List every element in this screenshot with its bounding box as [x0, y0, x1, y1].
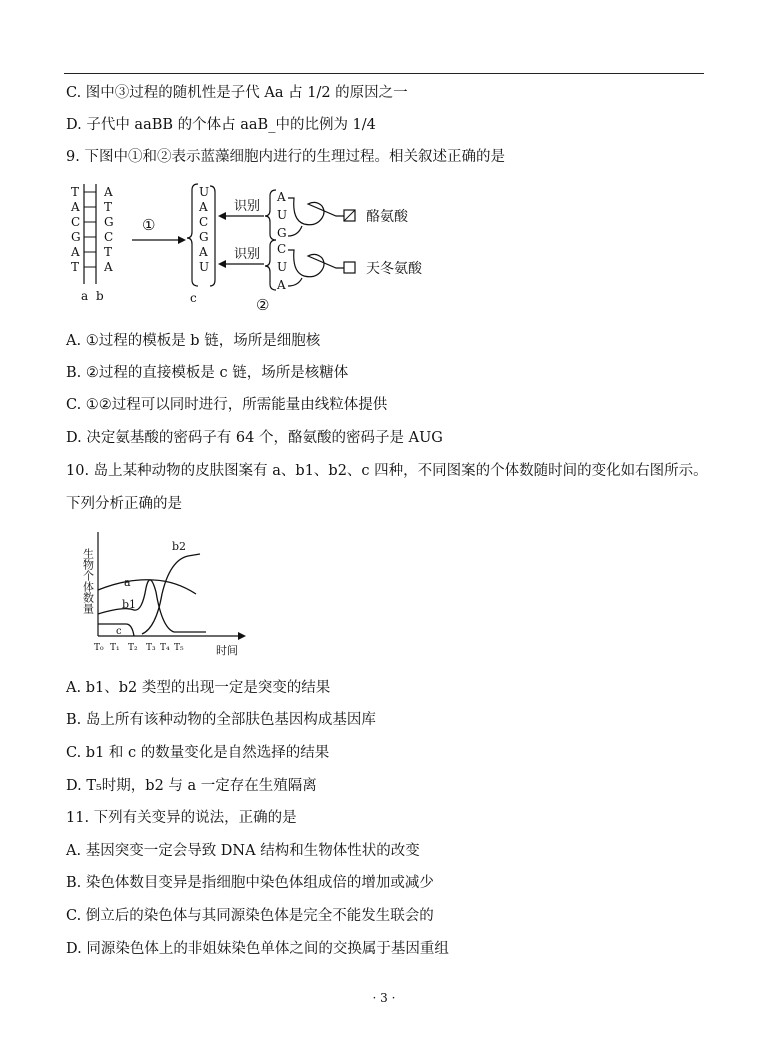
strand-a-base: G: [71, 230, 81, 244]
option-8d: D. 子代中 aaBB 的个体占 aaB_中的比例为 1/4: [66, 117, 376, 133]
strand-a-base: T: [71, 185, 80, 199]
header-rule: [64, 73, 704, 74]
strand-c-base: U: [199, 185, 210, 199]
trna1-anticodon-base: A: [277, 190, 286, 204]
x-tick: T₁: [110, 643, 120, 653]
strand-b-base: T: [104, 200, 113, 214]
option-11b: B. 染色体数目变异是指细胞中染色体组成倍的增加或减少: [66, 875, 434, 891]
strand-b-label: b: [96, 289, 104, 303]
strand-a-label: a: [81, 289, 89, 303]
option-10b: B. 岛上所有该种动物的全部肤色基因构成基因库: [66, 712, 376, 728]
strand-a-base: T: [71, 260, 80, 274]
strand-b-base: A: [104, 185, 113, 199]
label-a: a: [124, 576, 131, 589]
curve-a: [98, 580, 196, 594]
amino-acid-2: 天冬氨酸: [366, 261, 422, 277]
x-tick: T₃: [146, 643, 156, 653]
option-9a: A. ①过程的模板是 b 链，场所是细胞核: [66, 333, 321, 349]
question-9: 9. 下图中①和②表示蓝藻细胞内进行的生理过程。相关叙述正确的是: [66, 149, 505, 165]
strand-c-base: C: [199, 215, 209, 229]
strand-b-base: T: [104, 245, 113, 259]
x-axis-label: 时间: [216, 644, 238, 657]
strand-c-label: c: [190, 291, 197, 305]
figure-transcription-translation: [66, 180, 466, 320]
strand-c-base: U: [199, 260, 210, 274]
trna2-anticodon-base: U: [277, 260, 288, 274]
label-b2: b2: [172, 540, 187, 553]
process-2-label: ②: [256, 296, 270, 314]
question-10-line1: 10. 岛上某种动物的皮肤图案有 a、b1、b2、c 四种，不同图案的个体数随时间的变化如右图所示。: [66, 463, 708, 479]
recognize-label-1: 识别: [234, 199, 261, 214]
label-c: c: [116, 626, 122, 637]
trna2-anticodon-base: C: [277, 242, 287, 256]
strand-b-base: A: [104, 260, 113, 274]
option-9c: C. ①②过程可以同时进行，所需能量由线粒体提供: [66, 397, 388, 413]
label-b1: b1: [122, 598, 137, 611]
option-11c: C. 倒立后的染色体与其同源染色体是完全不能发生联会的: [66, 908, 434, 924]
option-10c: C. b1 和 c 的数量变化是自然选择的结果: [66, 745, 330, 761]
amino-acid-1: 酪氨酸: [366, 209, 408, 225]
recognize-label-2: 识别: [234, 247, 261, 262]
strand-c-base: G: [199, 230, 209, 244]
figure-population-curves: [66, 528, 266, 664]
trna2-anticodon-base: A: [277, 278, 286, 292]
strand-c-base: A: [199, 245, 208, 259]
option-9b: B. ②过程的直接模板是 c 链，场所是核糖体: [66, 365, 349, 381]
x-tick: T₂: [128, 643, 138, 653]
x-tick: T₀: [94, 643, 104, 653]
option-11d: D. 同源染色体上的非姐妹染色单体之间的交换属于基因重组: [66, 941, 449, 957]
strand-b-base: G: [104, 215, 114, 229]
curve-b2: [142, 554, 200, 634]
process-1-label: ①: [142, 216, 156, 234]
option-9d: D. 决定氨基酸的密码子有 64 个，酪氨酸的密码子是 AUG: [66, 430, 443, 446]
strand-a-base: C: [71, 215, 81, 229]
option-10d: D. T₅时期，b2 与 a 一定存在生殖隔离: [66, 778, 317, 794]
strand-a-base: A: [71, 245, 80, 259]
strand-b-base: C: [104, 230, 114, 244]
x-tick: T₅: [174, 643, 184, 653]
question-11: 11. 下列有关变异的说法，正确的是: [66, 810, 297, 826]
page-number: · 3 ·: [372, 991, 396, 1005]
option-8c: C. 图中③过程的随机性是子代 Aa 占 1/2 的原因之一: [66, 85, 408, 101]
x-tick: T₄: [160, 643, 170, 653]
strand-a-base: A: [71, 200, 80, 214]
option-11a: A. 基因突变一定会导致 DNA 结构和生物体性状的改变: [66, 843, 420, 859]
y-axis-label: 生物个体数量: [81, 548, 95, 614]
question-10-line2: 下列分析正确的是: [66, 496, 182, 512]
strand-c-base: A: [199, 200, 208, 214]
option-10a: A. b1、b2 类型的出现一定是突变的结果: [66, 680, 331, 696]
trna1-anticodon-base: G: [277, 226, 287, 240]
trna1-anticodon-base: U: [277, 208, 288, 222]
